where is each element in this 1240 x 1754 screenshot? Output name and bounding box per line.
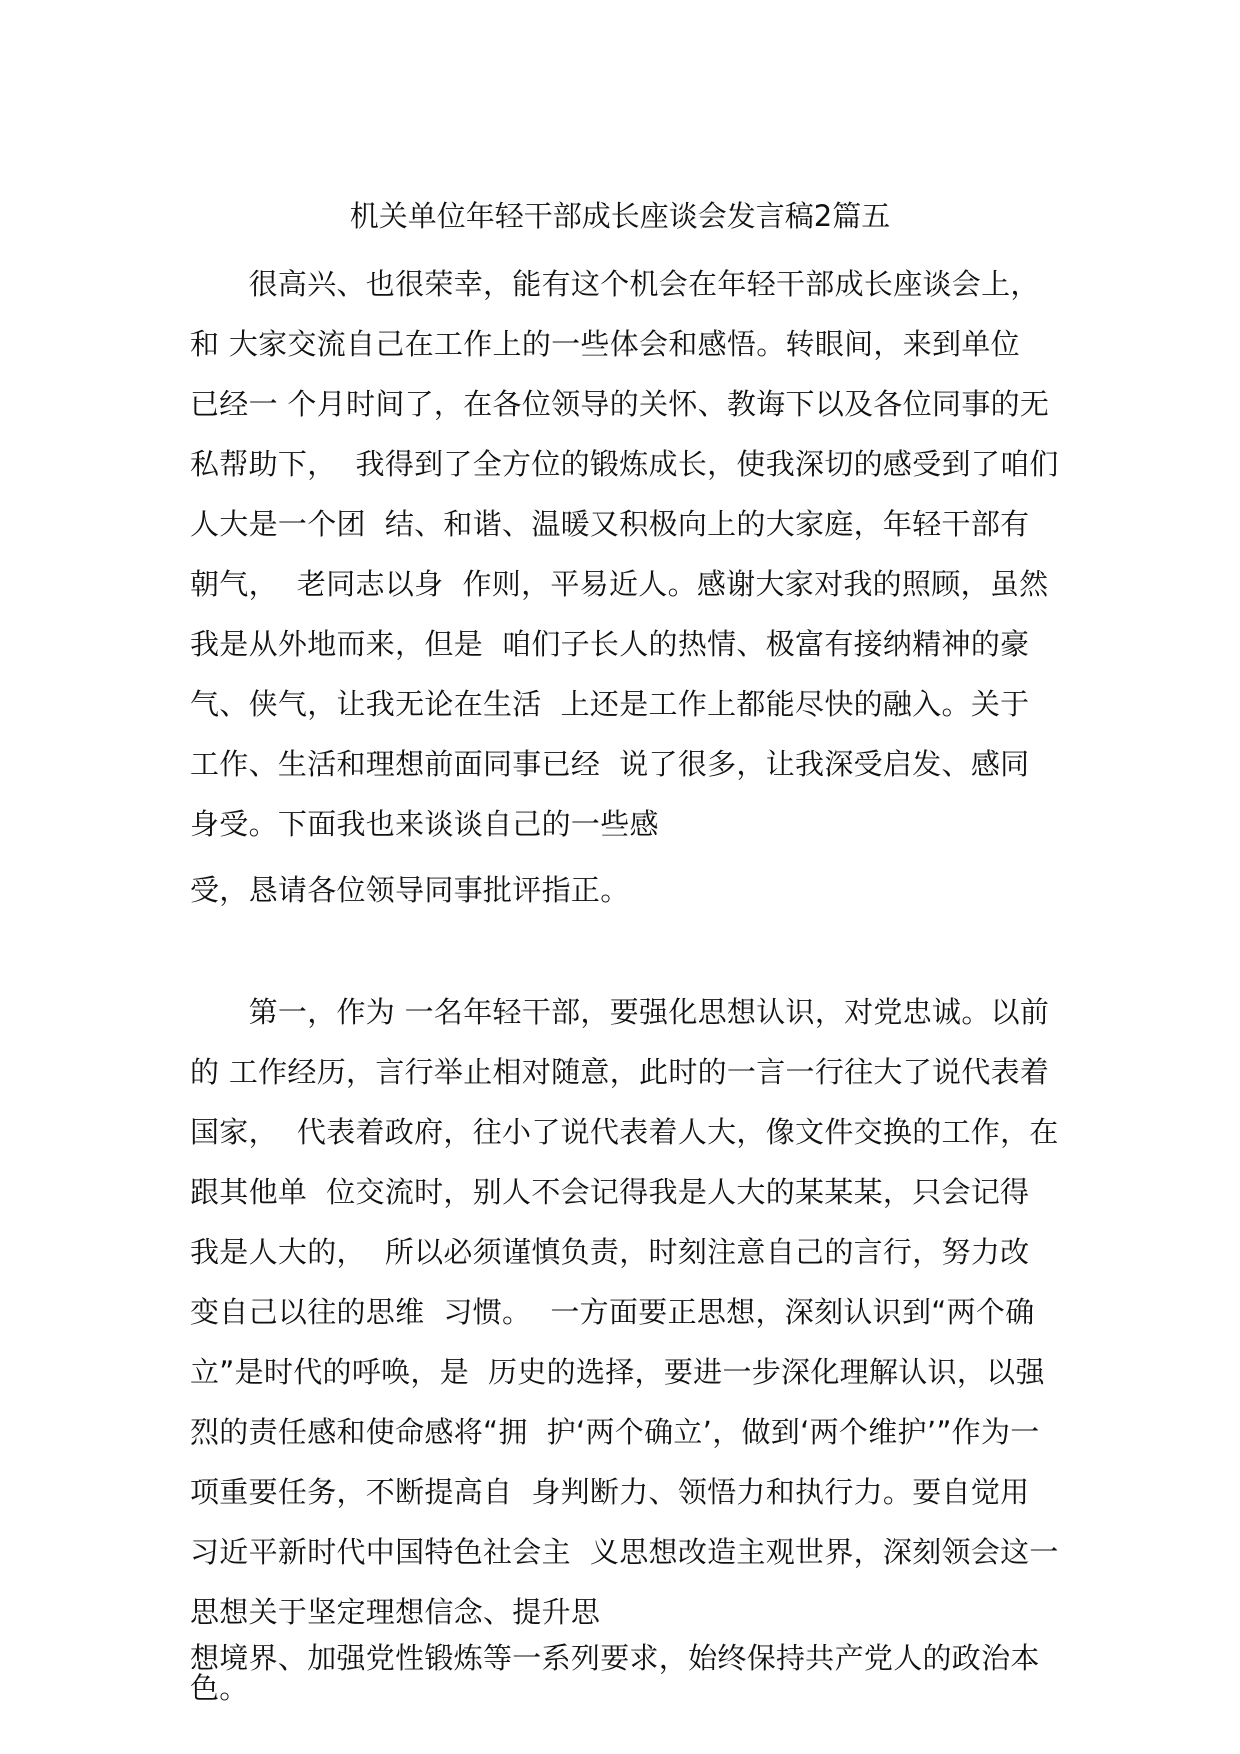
text-line: 立”是时代的呼唤，是 历史的选择，要进一步深化理解认识，以强 <box>190 1355 1045 1389</box>
text-line: 和 大家交流自己在工作上的一些体会和感悟。转眼间，来到单位 <box>190 327 1020 361</box>
text-line: 朝气， 老同志以身 作则，平易近人。感谢大家对我的照顾，虽然 <box>190 567 1049 601</box>
paragraph-opening-tail <box>190 860 1070 920</box>
text-line: 私帮助下， 我得到了全方位的锻炼成长，使我深切的感受到了咱们 <box>190 447 1059 481</box>
text-line: 人大是一个团 结、和谐、温暖又积极向上的大家庭，年轻干部有 <box>190 507 1030 541</box>
text-line: 思想关于坚定理想信念、提升思 <box>190 1595 601 1629</box>
text-line: 气、侠气，让我无论在生活 上还是工作上都能尽快的融入。关于 <box>190 687 1030 721</box>
text-line: 跟其他单 位交流时，别人不会记得我是人大的某某某，只会记得 <box>190 1175 1030 1209</box>
paragraph-first-point-tail <box>190 1643 1070 1703</box>
text-line: 想境界、加强党性锻炼等一系列要求，始终保持共产党人的政治本 <box>190 1641 1040 1675</box>
text-line: 第一，作为 一名年轻干部，要强化思想认识，对党忠诚。以前 <box>190 995 1050 1029</box>
text-line: 我是人大的， 所以必须谨慎负责，时刻注意自己的言行，努力改 <box>190 1235 1030 1269</box>
text-line: 受，恳请各位领导同事批评指正。 <box>190 873 630 907</box>
text-line: 工作、生活和理想前面同事已经 说了很多，让我深受启发、感同 <box>190 747 1030 781</box>
text-line: 很高兴、也很荣幸，能有这个机会在年轻干部成长座谈会上， <box>190 267 1040 301</box>
text-line: 色。 <box>190 1671 249 1705</box>
text-line: 项重要任务，不断提高自 身判断力、领悟力和执行力。要自觉用 <box>190 1475 1030 1509</box>
text-line: 身受。下面我也来谈谈自己的一些感 <box>190 807 659 841</box>
paragraph-first-point <box>190 982 1070 1642</box>
text-line: 的 工作经历，言行举止相对随意，此时的一言一行往大了说代表着 <box>190 1055 1050 1089</box>
text-line: 变自己以往的思维 习惯。 一方面要正思想，深刻认识到“两个确 <box>190 1295 1035 1329</box>
document-title: 机关单位年轻干部成长座谈会发言稿2篇五 <box>349 199 891 233</box>
text-line: 已经一 个月时间了，在各位领导的关怀、教诲下以及各位同事的无 <box>190 387 1050 421</box>
text-line: 国家， 代表着政府，往小了说代表着人大，像文件交换的工作，在 <box>190 1115 1059 1149</box>
text-line: 我是从外地而来，但是 咱们子长人的热情、极富有接纳精神的豪 <box>190 627 1030 661</box>
text-line: 烈的责任感和使命感将“拥 护‘两个确立’，做到‘两个维护’”作为一 <box>190 1415 1040 1449</box>
paragraph-opening <box>190 254 1070 854</box>
text-line: 习近平新时代中国特色社会主 义思想改造主观世界，深刻领会这一 <box>190 1535 1059 1569</box>
